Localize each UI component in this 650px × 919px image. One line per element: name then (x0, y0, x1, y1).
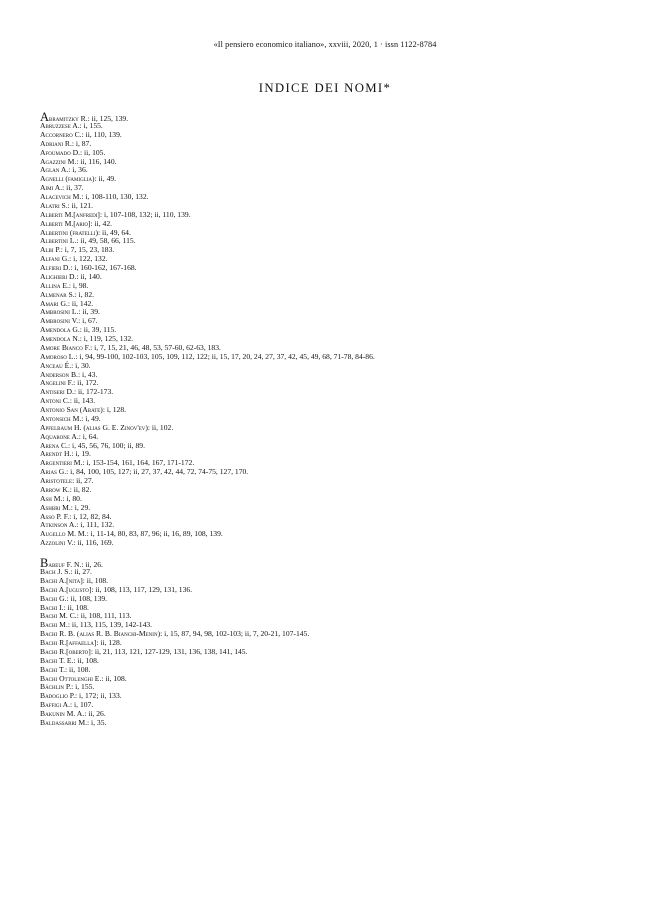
index-entry (40, 317, 640, 326)
entry-name: Bachi Ottolenghi E. (40, 673, 102, 683)
entry-refs: : ii, 172. (73, 378, 99, 388)
entry-name: Anderson B. (40, 369, 78, 379)
entry-name: Bachi A.[nita] (40, 575, 83, 585)
letter-group-b (40, 557, 640, 728)
index-entry (40, 264, 640, 273)
entry-refs: : ii, 49. (94, 174, 117, 184)
entry-name: Aristotele (40, 476, 73, 485)
index-entry (40, 530, 640, 539)
entry-name: Bachi I. (40, 602, 64, 612)
entry-refs: : ii, 26. (81, 560, 103, 569)
entry-name: Bachi T. (40, 664, 66, 674)
entry-name: Amendola N. (40, 334, 80, 343)
entry-refs: : ii, 49, 64. (97, 227, 131, 237)
entry-name: Antonio San (Abate) (40, 405, 103, 414)
index-entry (40, 237, 640, 246)
entry-refs: : ii, 121. (67, 200, 93, 210)
entry-name: Ashbri M. (40, 502, 71, 512)
entry-refs: : i, 29. (70, 502, 91, 512)
index-entry (40, 353, 640, 362)
entry-refs: : ii, 143. (69, 396, 96, 406)
index-entry (40, 666, 640, 675)
entry-refs: : i, 11-14, 80, 83, 87, 96; ii, 16, 89, 108, 139. (86, 529, 223, 539)
entry-name: Agazzini M. (40, 156, 77, 166)
index-entry (40, 442, 640, 451)
entry-name: Bachi R.[affaella] (40, 638, 97, 647)
entry-refs: : ii, 108. (65, 664, 91, 674)
entry-name: Antonsich M. (40, 413, 82, 423)
entry-refs: : ii, 128. (96, 638, 122, 647)
index-entry (40, 388, 640, 397)
entry-refs: : i, 35. (87, 717, 107, 727)
index-entry (40, 595, 640, 604)
entry-refs: : ii, 39, 115. (79, 325, 117, 335)
index-entry (40, 701, 640, 710)
entry-name: Afoumado D. (40, 147, 81, 157)
index-entry (40, 468, 640, 477)
index-entry (40, 140, 640, 149)
entry-refs: : i, 7, 15, 23, 183. (60, 245, 115, 255)
entry-refs: : i, 7, 15, 21, 46, 48, 53, 57-60, 62-63, 183. (90, 342, 221, 352)
entry-refs: : ii, 27. (72, 476, 94, 485)
entry-refs: : ii, 172-173. (73, 387, 114, 397)
entry-name: Angelini F. (40, 378, 74, 388)
index-entry (40, 513, 640, 522)
entry-refs: : i, 49. (81, 413, 101, 423)
entry-refs: : ii, 108. (63, 602, 89, 612)
entry-name: Bachi M. (40, 620, 68, 630)
index-entry (40, 557, 640, 568)
entry-name: Aimi A. (40, 183, 63, 193)
entry-name: Alacevich M. (40, 192, 82, 201)
entry-refs: : ii, 116, 140. (76, 156, 117, 166)
entry-refs: : ii, 108, 111, 113. (76, 611, 132, 621)
entry-name: Atkinson A. (40, 520, 77, 530)
entry-refs: : i, 107-108, 132; ii, 110, 139. (99, 209, 191, 219)
entry-name: Allina E. (40, 280, 69, 290)
index-entry (40, 683, 640, 692)
entry-refs: : i, 64. (78, 431, 99, 441)
entry-name: Antiseri D. (40, 387, 74, 397)
entry-refs: : i, 67. (78, 316, 98, 326)
entry-refs: : i, 108-110, 130, 132. (81, 192, 149, 201)
index-entry (40, 175, 640, 184)
entry-name: Bächlin P. (40, 682, 72, 692)
entry-refs: : ii, 108. (101, 673, 127, 683)
entry-refs: : ii, 108, 139. (66, 593, 108, 603)
index-entry (40, 291, 640, 300)
entry-name: Arrow K. (40, 484, 70, 494)
entry-name: Aglan A. (40, 165, 69, 175)
index-entry (40, 486, 640, 495)
entry-refs: : i, 45, 56, 76, 100; ii, 89. (67, 440, 145, 450)
index-entry (40, 675, 640, 684)
entry-refs: : i, 155. (79, 121, 103, 130)
entry-name: Aquarone A. (40, 431, 79, 441)
entry-refs: : ii, 21, 113, 121, 127-129, 131, 136, 138, 141, 145. (90, 646, 248, 656)
entry-refs: : ii, 108, 113, 117, 129, 131, 136. (91, 584, 193, 594)
letter-group-a (40, 111, 640, 548)
index-entry (40, 648, 640, 657)
entry-refs: : i, 15, 87, 94, 98, 102-103; ii, 7, 20-21, 107-145. (160, 629, 310, 639)
entry-name: Alatri S. (40, 200, 68, 210)
entry-name: Ambrosini L. (40, 307, 79, 317)
entry-name: Alberti M.[anfredi] (40, 209, 100, 219)
entry-refs: : i, 160-162, 167-168. (70, 263, 137, 272)
entry-name: Almenar S. (40, 289, 75, 299)
entry-name: Bakunin M. A. (40, 709, 85, 718)
entry-name: Antoni C. (40, 396, 70, 406)
entry-refs: : i, 36. (68, 165, 88, 175)
entry-name: Augello M. M. (40, 529, 87, 539)
entry-name: Bachi R.[oberto] (40, 646, 91, 656)
entry-refs: : i, 128. (102, 405, 127, 414)
index-entry (40, 504, 640, 513)
entry-refs: : i, 107. (70, 700, 94, 710)
index-entry (40, 211, 640, 220)
entry-refs: : ii, 82. (69, 484, 92, 494)
entry-name: Agnelli (famiglia) (40, 174, 95, 184)
index-entry (40, 282, 640, 291)
entry-refs: : i, 94, 99-100, 102-103, 105, 109, 112, 122; ii, 15, 17, 20, 24, 27, 37, 42, 45, 49, 68, 71-78, 84-86. (75, 351, 375, 361)
entry-name: Amoroso L. (40, 351, 76, 361)
entry-refs: : i, 19. (71, 449, 91, 459)
index-entry (40, 539, 640, 548)
entry-name: Babeuf F. N. (40, 556, 82, 570)
entry-name: Amore Bianco F. (40, 342, 91, 352)
entry-name: Accornero C. (40, 129, 82, 139)
entry-refs: : ii, 108. (73, 655, 99, 665)
index-entry (40, 362, 640, 371)
entry-refs: : ii, 110, 139. (81, 129, 122, 139)
index-entry (40, 300, 640, 309)
entry-name: Bachi R. B. (alias R. B. Bianchi-Menin) (40, 629, 161, 639)
entry-refs: : i, 122, 132. (69, 254, 108, 264)
entry-name: Arendt H. (40, 449, 72, 459)
index-entry (40, 586, 640, 595)
entry-name: Abruzzese A. (40, 121, 80, 130)
entry-name: Adriani R. (40, 138, 72, 148)
entry-refs: : ii, 116, 169. (73, 538, 114, 548)
entry-refs: : ii, 39. (78, 307, 100, 317)
index-entry (40, 158, 640, 167)
index-entry (40, 379, 640, 388)
entry-refs: : ii, 102. (147, 422, 174, 432)
index-entry (40, 273, 640, 282)
index-entry (40, 424, 640, 433)
entry-name: Anceau É. (40, 360, 72, 370)
entry-refs: : ii, 49, 58, 66, 115. (76, 236, 136, 246)
index-entry (40, 371, 640, 380)
entry-name: Alighieri D. (40, 271, 77, 281)
index-entry (40, 719, 640, 728)
entry-refs: : i, 98. (68, 280, 89, 290)
entry-name: Albi P. (40, 245, 61, 255)
entry-name: Bachi A.[ugusto] (40, 584, 92, 594)
entry-name: Baldassarri M. (40, 717, 88, 727)
index-entry (40, 657, 640, 666)
entry-refs: : i, 84, 100, 105, 127; ii, 27, 37, 42, 44, 72, 74-75, 127, 170. (66, 467, 249, 477)
entry-name: Ash M. (40, 493, 63, 503)
entry-name: Argentieri M. (40, 458, 83, 468)
page-title: INDICE DEI NOMI* (258, 81, 392, 95)
entry-name: Amendola G. (40, 325, 80, 335)
entry-refs: : i, 172; ii, 133. (75, 691, 122, 701)
entry-refs: : i, 12, 82, 84. (69, 511, 112, 521)
entry-name: Alfani G. (40, 254, 70, 264)
initial-letter: B (40, 556, 49, 570)
entry-name: Apfelbaum H. (alias G. E. Zinov'ev) (40, 422, 148, 432)
entry-refs: : i, 119, 125, 132. (79, 334, 134, 343)
entry-refs: : ii, 140. (76, 271, 102, 281)
index-entry (40, 193, 640, 202)
index-entry (40, 246, 640, 255)
index-entry (40, 397, 640, 406)
entry-name: Arena C. (40, 440, 68, 450)
entry-refs: : ii, 27. (70, 567, 92, 576)
entry-refs: : ii, 37. (62, 183, 84, 193)
initial-letter: A (40, 110, 50, 124)
entry-refs: : ii, 26. (84, 709, 106, 718)
entry-name: Asso P. F. (40, 511, 70, 521)
entry-refs: : ii, 105. (80, 147, 106, 157)
entry-name: Bach J. S. (40, 567, 71, 576)
entry-refs: : i, 153-154, 161, 164, 167, 171-172. (82, 458, 195, 468)
running-head: «Il pensiero economico italiano», xxviii, 2020, 1 · issn 1122-8784 (213, 40, 437, 49)
entry-name: Azzolini V. (40, 538, 74, 548)
entry-refs: : ii, 125, 139. (87, 114, 129, 123)
entry-name: Albertini L. (40, 236, 77, 246)
entry-refs: : ii, 113, 115, 139, 142-143. (67, 620, 153, 630)
name-index (40, 111, 640, 728)
entry-name: Bachi T. E. (40, 655, 74, 665)
index-entry (40, 692, 640, 701)
entry-refs: : i, 87. (71, 138, 92, 148)
index-entry (40, 406, 640, 415)
index-entry (40, 630, 640, 639)
entry-name: Bachi G. (40, 593, 67, 603)
entry-refs: : i, 82. (74, 289, 95, 299)
index-entry (40, 477, 640, 486)
index-entry (40, 495, 640, 504)
entry-name: Alfieri D. (40, 263, 71, 272)
entry-refs: : i, 155. (71, 682, 95, 692)
entry-name: Abramitzky R. (40, 110, 88, 124)
entry-name: Badoglio P. (40, 691, 76, 701)
entry-refs: : i, 80. (62, 493, 82, 503)
entry-refs: : i, 30. (71, 360, 91, 370)
index-entry (40, 131, 640, 140)
entry-refs: : ii, 42. (90, 218, 113, 228)
entry-name: Albertini (fratelli) (40, 227, 98, 237)
entry-refs: : ii, 142. (67, 298, 94, 308)
entry-refs: : ii, 108. (82, 575, 109, 585)
index-entry (40, 308, 640, 317)
entry-refs: : i, 43. (77, 369, 98, 379)
entry-name: Amari G. (40, 298, 68, 308)
index-entry (40, 568, 640, 577)
index-entry (40, 122, 640, 131)
index-entry (40, 111, 640, 122)
index-entry (40, 149, 640, 158)
entry-name: Ambrosini V. (40, 316, 79, 326)
entry-name: Alberti M.[ario] (40, 218, 91, 228)
entry-refs: : i, 111, 132. (76, 520, 115, 530)
entry-name: Baffigi A. (40, 700, 71, 710)
index-entry (40, 166, 640, 175)
index-entry (40, 710, 640, 719)
entry-name: Bachi M. C. (40, 611, 77, 621)
entry-name: Arias G. (40, 467, 67, 477)
